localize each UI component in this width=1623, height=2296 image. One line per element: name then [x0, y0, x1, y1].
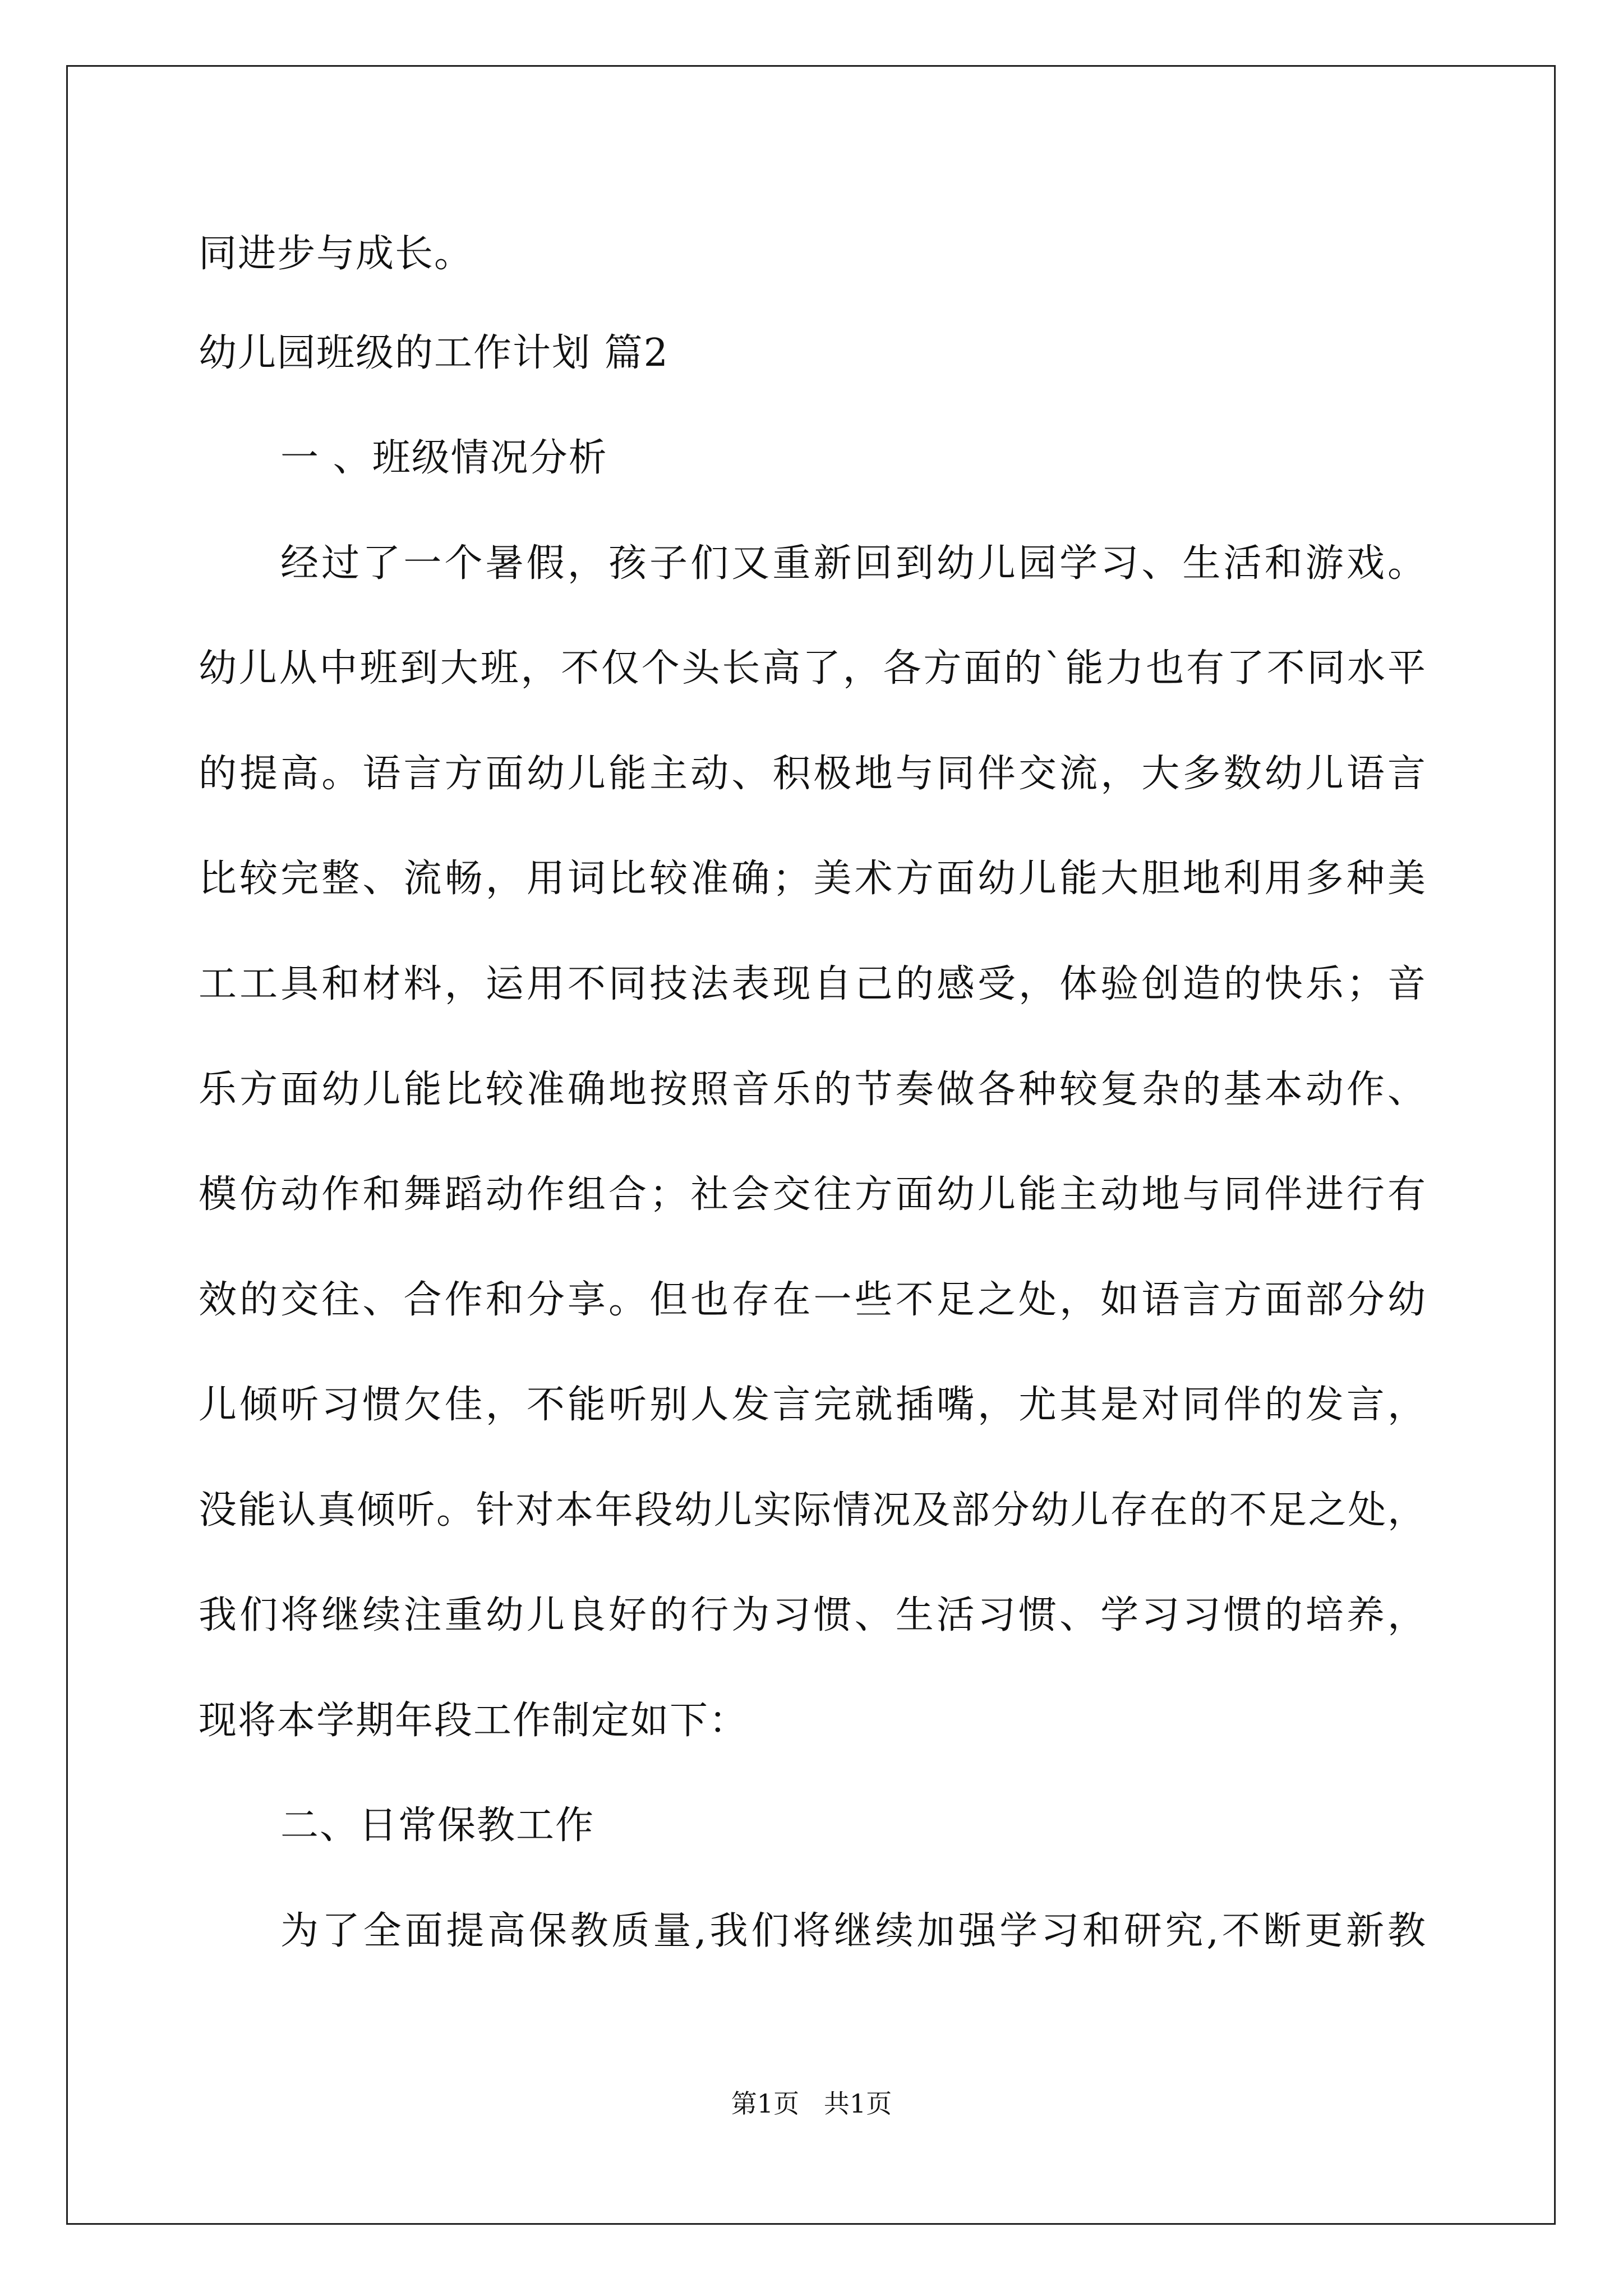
- paragraph-line: 乐方面幼儿能比较准确地按照音乐的节奏做各种较复杂的基本动作、: [199, 1068, 1427, 1112]
- paragraph-line: 没能认真倾听。针对本年段幼儿实际情况及部分幼儿存在的不足之处，: [199, 1488, 1427, 1533]
- paragraph-line: 为了全面提高保教质量,我们将继续加强学习和研究,不断更新教: [280, 1909, 1427, 1953]
- paragraph-line: 儿倾听习惯欠佳，不能听别人发言完就插嘴，尤其是对同伴的发言，: [199, 1383, 1427, 1427]
- paragraph-line: 同进步与成长。: [199, 232, 474, 276]
- paragraph-line: 现将本学期年段工作制定如下：: [199, 1699, 749, 1743]
- paragraph-line: 我们将继续注重幼儿良好的行为习惯、生活习惯、学习习惯的培养，: [199, 1593, 1427, 1637]
- section-title: 幼儿园班级的工作计划 篇2: [199, 331, 669, 375]
- paragraph-line: 工工具和材料，运用不同技法表现自己的感受，体验创造的快乐；音: [199, 962, 1427, 1006]
- paragraph-line: 比较完整、流畅，用词比较准确；美术方面幼儿能大胆地利用多种美: [199, 857, 1427, 901]
- paragraph-line: 模仿动作和舞蹈动作组合；社会交往方面幼儿能主动地与同伴进行有: [199, 1172, 1427, 1217]
- section-heading: 一 、班级情况分析: [280, 436, 608, 480]
- page-border: [66, 65, 1556, 2225]
- paragraph-line: 经过了一个暑假，孩子们又重新回到幼儿园学习、生活和游戏。: [280, 541, 1427, 586]
- page-footer: 第1页 共1页: [731, 2088, 892, 2119]
- paragraph-line: 的提高。语言方面幼儿能主动、积极地与同伴交流，大多数幼儿语言: [199, 752, 1427, 796]
- paragraph-line: 效的交往、合作和分享。但也存在一些不足之处，如语言方面部分幼: [199, 1278, 1427, 1322]
- paragraph-line: 幼儿从中班到大班，不仅个头长高了，各方面的`能力也有了不同水平: [199, 646, 1427, 691]
- section-heading: 二、日常保教工作: [280, 1803, 595, 1848]
